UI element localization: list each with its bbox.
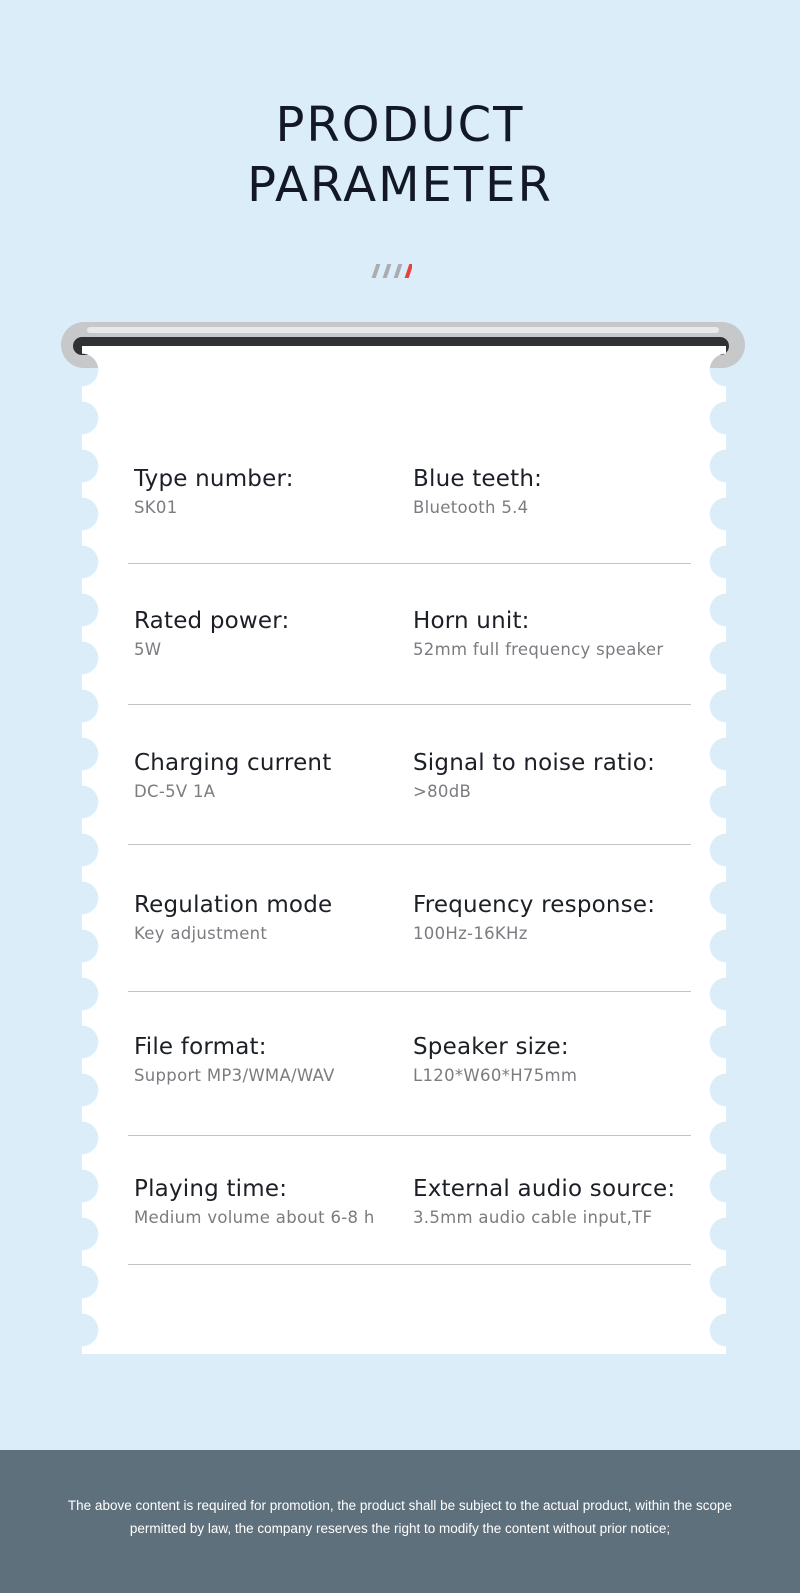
param-label: Speaker size: — [413, 1034, 569, 1060]
param-label: Frequency response: — [413, 892, 656, 918]
slash-marks-icon — [368, 263, 412, 279]
param-cell — [134, 465, 294, 518]
param-cell — [413, 891, 655, 944]
param-label: External audio source: — [413, 1176, 676, 1202]
param-cell — [413, 607, 663, 660]
param-cell — [413, 1175, 675, 1228]
param-label: Charging current — [134, 750, 332, 776]
param-label: Rated power: — [134, 608, 290, 634]
param-cell — [413, 1033, 577, 1086]
param-row — [128, 891, 691, 992]
param-cell — [134, 607, 289, 660]
param-row — [128, 1175, 691, 1265]
param-row — [128, 607, 691, 705]
param-value: DC-5V 1A — [134, 782, 216, 801]
param-label: Type number: — [134, 466, 294, 492]
page-title-line2: PARAMETER — [247, 157, 553, 213]
param-label: Regulation mode — [134, 892, 333, 918]
param-value: SK01 — [134, 498, 178, 517]
param-value: 5W — [134, 640, 162, 659]
param-cell — [413, 749, 655, 802]
disclaimer-line: The above content is required for promotion, the product shall be subject to the actual product, within the scope — [67, 1498, 733, 1513]
param-value: 52mm full frequency speaker — [413, 640, 664, 659]
param-value: 3.5mm audio cable input,TF — [413, 1208, 653, 1227]
param-label: Blue teeth: — [413, 466, 543, 492]
param-value: Bluetooth 5.4 — [413, 498, 529, 517]
param-row — [128, 749, 691, 845]
disclaimer-line: permitted by law, the company reserves the right to modify the content without prior notice; — [129, 1521, 671, 1536]
param-label: Horn unit: — [413, 608, 530, 634]
param-cell — [413, 465, 542, 518]
param-cell — [134, 1175, 375, 1228]
disclaimer-footer — [0, 1450, 800, 1593]
param-value: Support MP3/WMA/WAV — [134, 1066, 335, 1085]
param-cell — [134, 1033, 335, 1086]
page-title-line1: PRODUCT — [275, 97, 525, 153]
param-value: L120*W60*H75mm — [413, 1066, 578, 1085]
param-value: Medium volume about 6-8 h — [134, 1208, 375, 1227]
param-label: Signal to noise ratio: — [413, 750, 656, 776]
param-value: >80dB — [413, 782, 472, 801]
param-value: 100Hz-16KHz — [413, 924, 528, 943]
param-row — [128, 1033, 691, 1136]
param-value: Key adjustment — [134, 924, 268, 943]
param-label: File format: — [134, 1034, 267, 1060]
param-row — [128, 465, 691, 564]
param-label: Playing time: — [134, 1176, 288, 1202]
param-cell — [134, 891, 332, 944]
param-cell — [134, 749, 331, 802]
disclaimer-text — [0, 1494, 800, 1540]
